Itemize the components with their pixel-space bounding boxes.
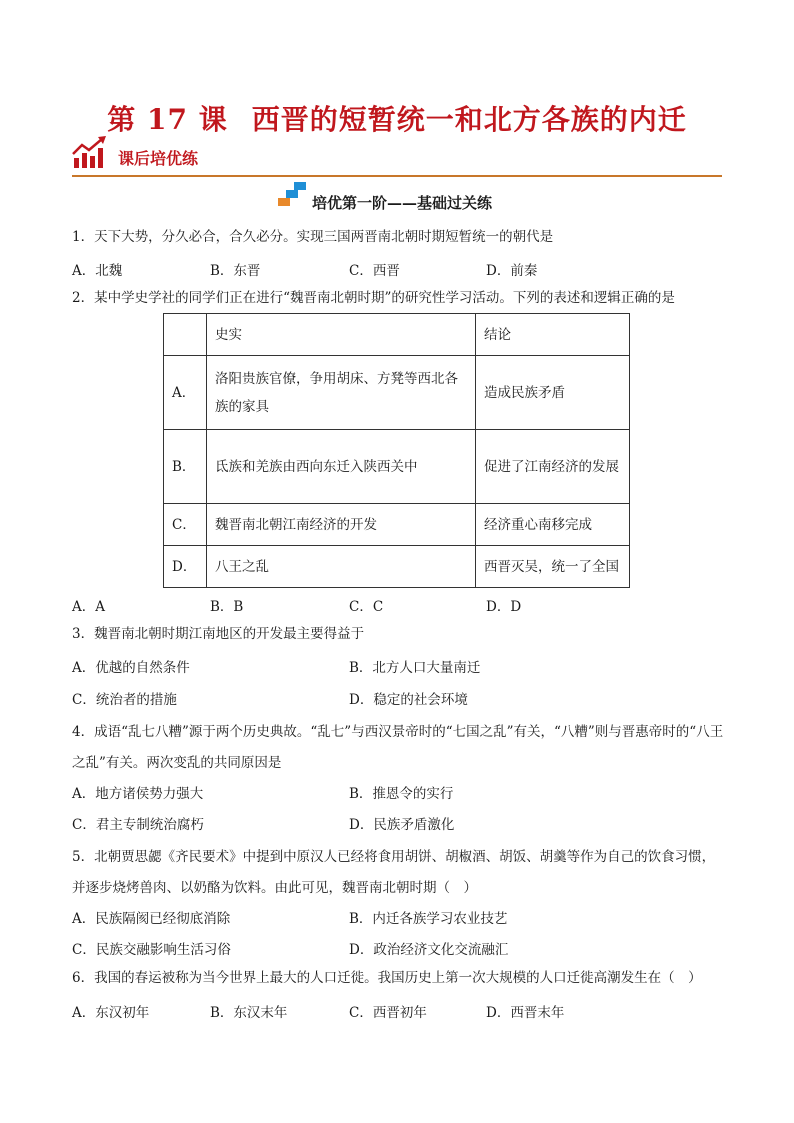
table-cell: A． [164, 356, 207, 430]
stairs-icon [276, 182, 306, 210]
q6-option-a: A．东汉初年 [72, 1005, 150, 1021]
table-header-cell: 史实 [207, 314, 476, 356]
question-2-table [163, 313, 630, 588]
table-row [164, 504, 630, 546]
table-header-cell [164, 314, 207, 356]
table-cell: C． [164, 504, 207, 546]
table-row [164, 430, 630, 504]
q4-option-d: D．民族矛盾激化 [349, 817, 455, 833]
q5-option-a: A．民族隔阂已经彻底消除 [72, 911, 231, 927]
q6-option-d: D．西晋末年 [486, 1005, 565, 1021]
table-cell: 魏晋南北朝江南经济的开发 [207, 504, 476, 546]
question-2-stem: 2．某中学史学社的同学们正在进行“魏晋南北朝时期”的研究性学习活动。下列的表述和逻辑正确的是 [72, 290, 675, 306]
table-header-cell: 结论 [476, 314, 630, 356]
question-1-stem: 1．天下大势，分久必合，合久必分。实现三国两晋南北朝时期短暂统一的朝代是 [72, 229, 554, 245]
header-divider [72, 175, 722, 177]
table-cell: 促进了江南经济的发展 [476, 430, 630, 504]
q4-option-b: B．推恩令的实行 [349, 786, 454, 802]
q5-option-b: B．内迁各族学习农业技艺 [349, 911, 508, 927]
q6-option-c: C．西晋初年 [349, 1005, 427, 1021]
table-cell: 造成民族矛盾 [476, 356, 630, 430]
q1-option-b: B．东晋 [210, 263, 261, 279]
q3-option-a: A．优越的自然条件 [72, 660, 190, 676]
question-3-stem: 3．魏晋南北朝时期江南地区的开发最主要得益于 [72, 626, 365, 642]
q3-option-b: B．北方人口大量南迁 [349, 660, 481, 676]
question-4-stem: 4．成语“乱七八糟”源于两个历史典故。“乱七”与西汉景帝时的“七国之乱”有关，“八糟”则与晋惠帝时的“八王之乱”有关。两次变乱的共同原因是 [72, 724, 724, 771]
table-cell: B． [164, 430, 207, 504]
question-6-stem: 6．我国的春运被称为当今世界上最大的人口迁徙。我国历史上第一次大规模的人口迁徙高潮发生在（ ） [72, 970, 702, 986]
q2-option-c: C．C [349, 599, 384, 615]
table-cell: 氐族和羌族由西向东迁入陕西关中 [207, 430, 476, 504]
table-cell: 洛阳贵族官僚，争用胡床、方凳等西北各族的家具 [207, 356, 476, 430]
q5-option-d: D．政治经济文化交流融汇 [349, 942, 509, 958]
section-title: 培优第一阶——基础过关练 [312, 194, 493, 212]
q1-option-a: A．北魏 [72, 263, 123, 279]
question-5-stem: 5．北朝贾思勰《齐民要术》中提到中原汉人已经将食用胡饼、胡椒酒、胡饭、胡羹等作为自己的饮食习惯，并逐步烧烤兽肉、以奶酪为饮料。由此可见，魏晋南北朝时期（ ） [72, 849, 716, 896]
q2-option-a: A．A [72, 599, 105, 615]
q3-option-c: C．统治者的措施 [72, 692, 177, 708]
q5-option-c: C．民族交融影响生活习俗 [72, 942, 231, 958]
growth-chart-icon [72, 136, 108, 170]
page-title [0, 98, 794, 138]
table-row [164, 546, 630, 588]
q4-option-a: A．地方诸侯势力强大 [72, 786, 204, 802]
q2-option-d: D．D [486, 599, 522, 615]
table-cell: 西晋灭吴，统一了全国 [476, 546, 630, 588]
subtitle: 课后培优练 [118, 149, 199, 168]
q6-option-b: B．东汉末年 [210, 1005, 288, 1021]
table-row [164, 356, 630, 430]
lesson-topic: 西晋的短暂统一和北方各族的内迁 [251, 103, 687, 136]
table-cell: 八王之乱 [207, 546, 476, 588]
q1-option-d: D．前秦 [486, 263, 538, 279]
lesson-number: 第 17 课 [107, 103, 228, 136]
table-cell: 经济重心南移完成 [476, 504, 630, 546]
q3-option-d: D．稳定的社会环境 [349, 692, 468, 708]
table-cell: D． [164, 546, 207, 588]
q1-option-c: C．西晋 [349, 263, 400, 279]
q2-option-b: B．B [210, 599, 244, 615]
q4-option-c: C．君主专制统治腐朽 [72, 817, 204, 833]
table-header-row [164, 314, 630, 356]
